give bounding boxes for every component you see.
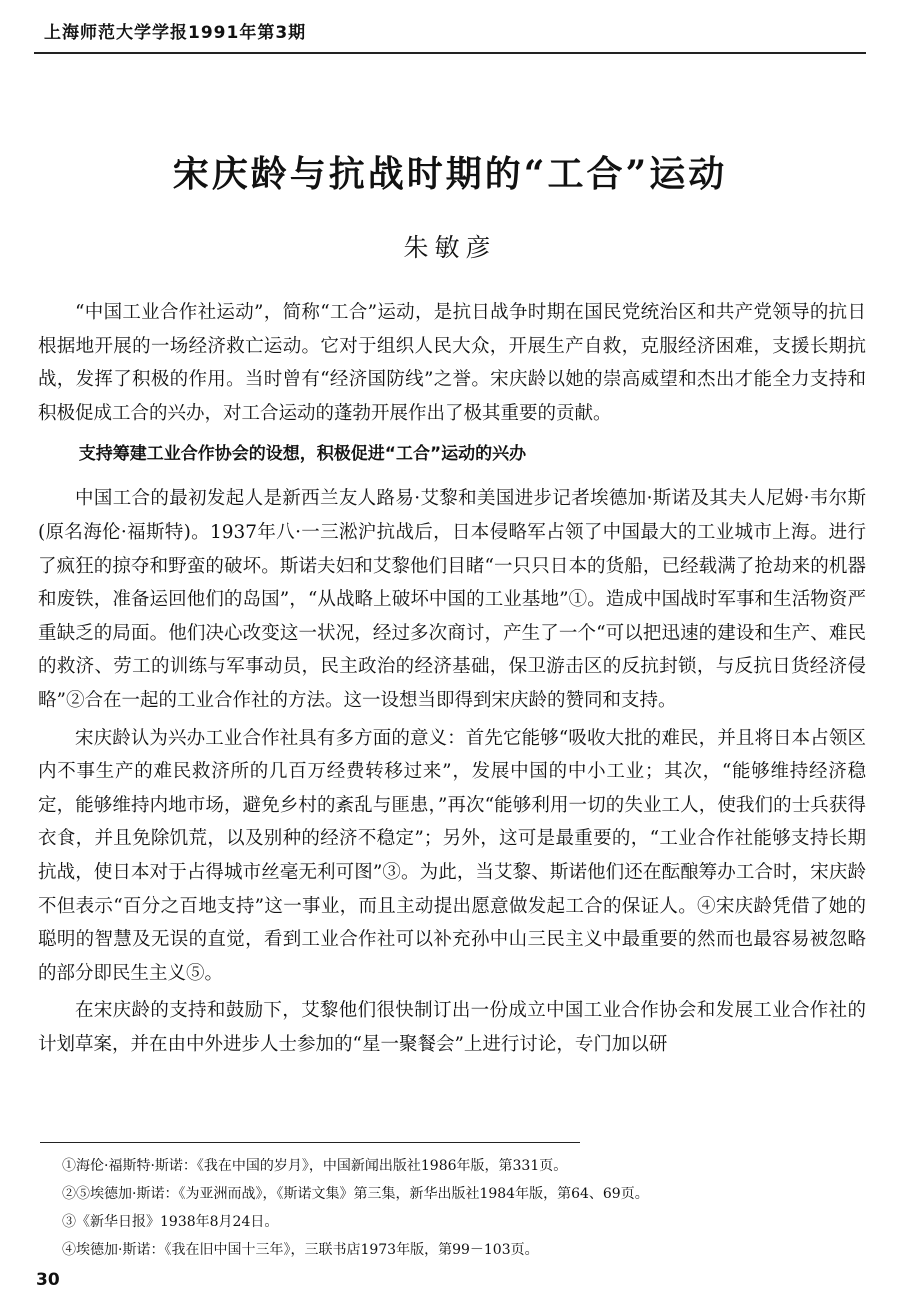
header-rule: [34, 52, 866, 54]
footnotes: [62, 1152, 862, 1264]
body-paragraph: 在宋庆龄的支持和鼓励下，艾黎他们很快制订出一份成立中国工业合作协会和发展工业合作社的计划草案，并在由中外进步人士参加的“星一聚餐会”上进行讨论，专门加以研: [38, 1000, 866, 1055]
article-author: 朱敏彦: [403, 233, 497, 262]
footnote: ③《新华日报》1938年8月24日。: [62, 1214, 279, 1230]
footnote: ④埃德加·斯诺：《我在旧中国十三年》，三联书店1973年版，第99－103页。: [62, 1242, 539, 1258]
footnote: ①海伦·福斯特·斯诺：《我在中国的岁月》，中国新闻出版社1986年版，第331页。: [62, 1158, 568, 1174]
footnote-rule: [40, 1142, 580, 1143]
page-number: 30: [36, 1270, 60, 1290]
body-paragraph: 中国工合的最初发起人是新西兰友人路易·艾黎和美国进步记者埃德加·斯诺及其夫人尼姆·韦尔斯(原名海伦·福斯特)。1937年八·一三淞沪抗战后，日本侵略军占领了中国最大的工业城市上海。进行了疯狂的掠夺和野蛮的破坏。斯诺夫妇和艾黎他们目睹“一只只日本的货船，已经载满了抢劫来的机器和废铁，准备运回他们的岛国”，“从战略上破坏中国的工业基地”①。造成中国战时军事和生活物资严重缺乏的局面。他们决心改变这一状况，经过多次商讨，产生了一个“可以把迅速的建设和生产、难民的救济、劳工的训练与军事动员，民主政治的经济基础，保卫游击区的反抗封锁，与反抗日货经济侵略”②合在一起的工业合作社的方法。这一设想当即得到宋庆龄的赞同和支持。: [38, 488, 866, 711]
body-paragraph: 宋庆龄认为兴办工业合作社具有多方面的意义：首先它能够“吸收大批的难民，并且将日本占领区内不事生产的难民救济所的几百万经费转移过来”，发展中国的中小工业；其次，“能够维持经济稳定，能够维持内地市场，避免乡村的紊乱与匪患，”再次“能够利用一切的失业工人，使我们的士兵获得衣食，并且免除饥荒，以及别种的经济不稳定”；另外，这可是最重要的，“工业合作社能够支持长期抗战，使日本对于占得城市丝毫无利可图”③。为此，当艾黎、斯诺他们还在酝酿筹办工合时，宋庆龄不但表示“百分之百地支持”这一事业，而且主动提出愿意做发起工合的保证人。④宋庆龄凭借了她的聪明的智慧及无误的直觉，看到工业合作社可以补充孙中山三民主义中最重要的然而也最容易被忽略的部分即民生主义⑤。: [38, 727, 866, 984]
intro-paragraph: “中国工业合作社运动”，简称“工合”运动，是抗日战争时期在国民党统治区和共产党领导的抗日根据地开展的一场经济救亡运动。它对于组织人民大众，开展生产自救，克服经济困难，支援长期抗战，发挥了积极的作用。当时曾有“经济国防线”之誉。宋庆龄以她的崇高威望和杰出才能全力支持和积极促成工合的兴办，对工合运动的蓬勃开展作出了极其重要的贡献。: [38, 302, 866, 424]
section-heading: 支持筹建工业合作协会的设想，积极促进“工合”运动的兴办: [78, 444, 527, 465]
article-title: 宋庆龄与抗战时期的“工合”运动: [172, 153, 728, 195]
article-body: [38, 296, 866, 1061]
footnote: ②⑤埃德加·斯诺：《为亚洲而战》，《斯诺文集》第三集，新华出版社1984年版，第64、69页。: [62, 1186, 649, 1202]
running-head: 上海师范大学学报1991年第3期: [44, 23, 307, 43]
